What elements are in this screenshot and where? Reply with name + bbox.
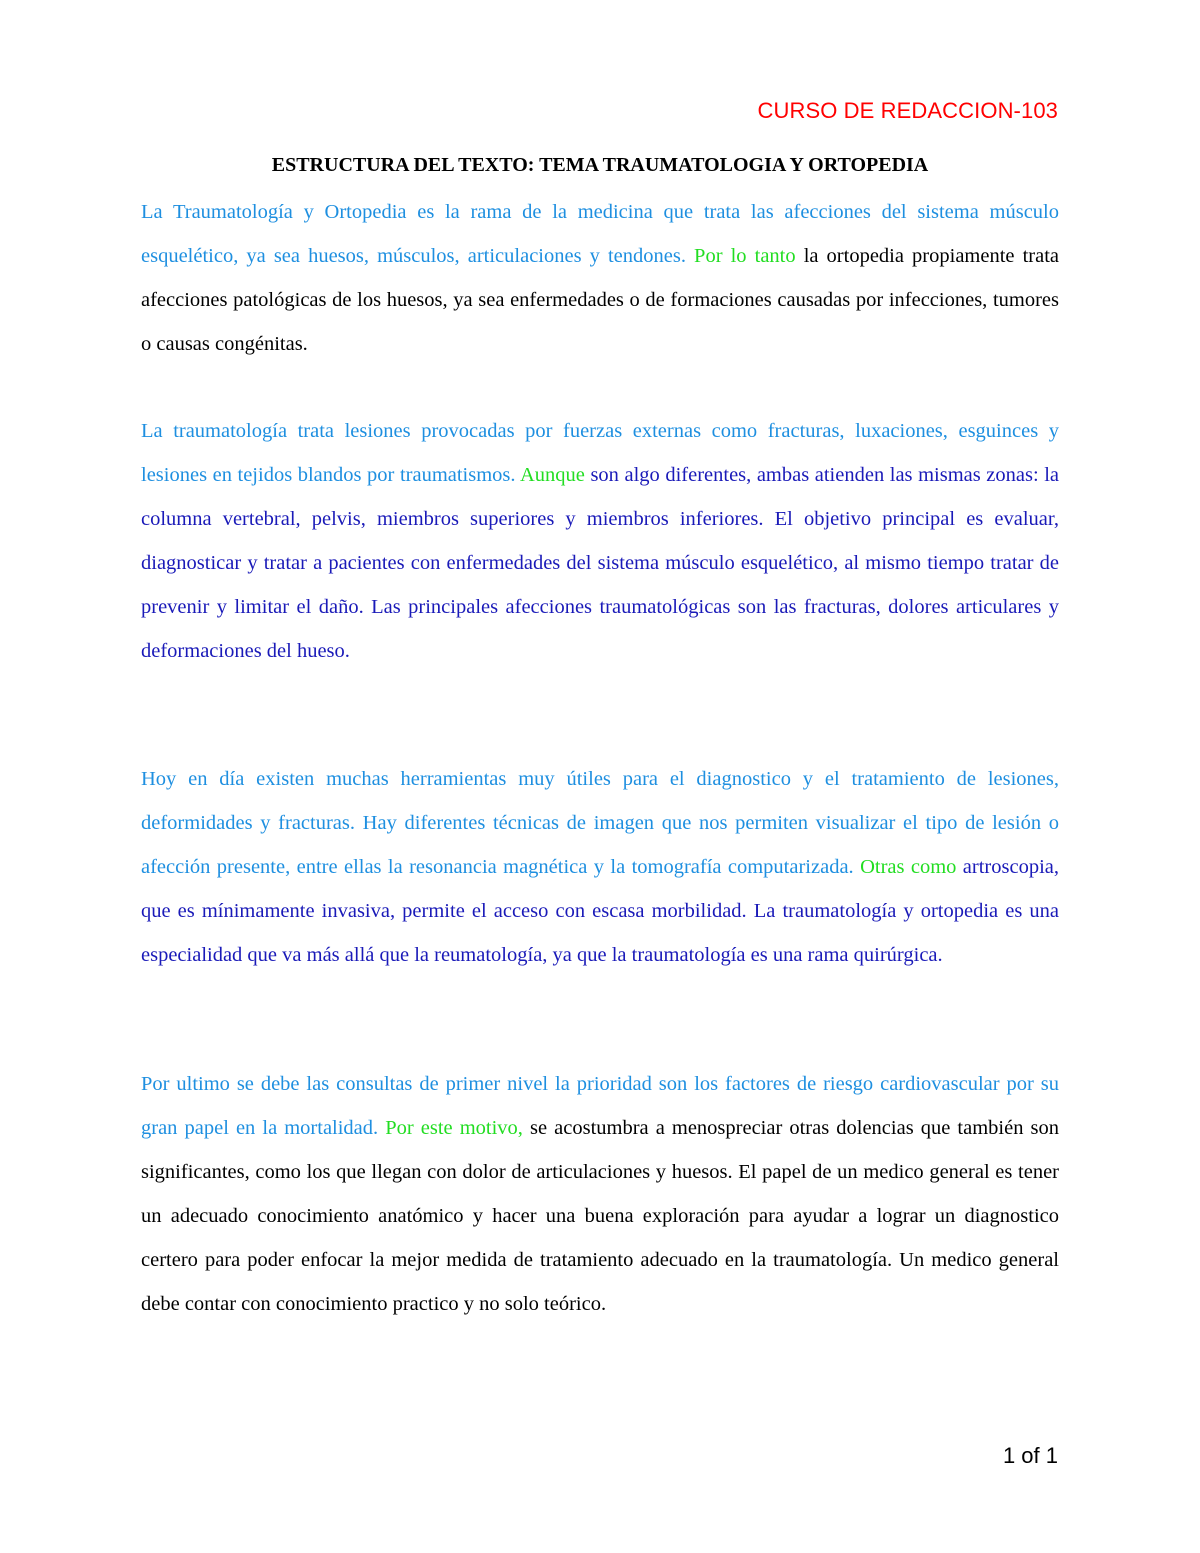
course-header: CURSO DE REDACCION-103 [757, 98, 1058, 123]
paragraph-3-body: artroscopia, que es mínimamente invasiva, permite el acceso con escasa morbilidad. La traumatología y ortopedia es una especialidad que va más allá que la reumatología, ya que la traumatología es una rama quirúrgica. [141, 856, 1059, 966]
paragraph-1 [141, 190, 1059, 366]
paragraph-4-intro: Por ultimo se debe las consultas de primer nivel la prioridad son los factores de riesgo cardiovascular por su gran papel en la mortalidad. [141, 1073, 1059, 1139]
paragraph-3-intro: Hoy en día existen muchas herramientas muy útiles para el diagnostico y el tratamiento de lesiones, deformidades y fracturas. Hay diferentes técnicas de imagen que nos permiten visualizar el tipo de lesión o afección presente, entre ellas la resonancia magnética y la tomografía computarizada. [141, 768, 1059, 878]
paragraph-2-body: son algo diferentes, ambas atienden las mismas zonas: la columna vertebral, pelvis, miembros superiores y miembros inferiores. El objetivo principal es evaluar, diagnosticar y tratar a pacientes con enfermedades del sistema músculo esquelético, al mismo tiempo tratar de prevenir y limitar el daño. Las principales afecciones traumatológicas son las fracturas, dolores articulares y deformaciones del hueso. [141, 464, 1060, 662]
page-number: 1 of 1 [1002, 1443, 1058, 1468]
document-title: ESTRUCTURA DEL TEXTO: TEMA TRAUMATOLOGIA Y ORTOPEDIA [271, 154, 929, 176]
paragraph-1-body: la ortopedia propiamente trata afecciones patológicas de los huesos, ya sea enfermedades o de formaciones causadas por infecciones, tumores o causas congénitas. [141, 245, 1059, 355]
paragraph-3-connector: Otras como [860, 856, 963, 878]
paragraph-2-intro: La traumatología trata lesiones provocadas por fuerzas externas como fracturas, luxaciones, esguinces y lesiones en tejidos blandos por traumatismos. [141, 420, 1059, 486]
paragraph-1-connector: Por lo tanto [694, 245, 804, 267]
paragraph-2-connector: Aunque [519, 464, 591, 486]
paragraph-2 [141, 409, 1059, 673]
paragraph-4 [141, 1062, 1059, 1326]
paragraph-4-connector: Por este motivo, [385, 1117, 530, 1139]
paragraph-3 [141, 757, 1059, 977]
paragraph-1-intro: La Traumatología y Ortopedia es la rama de la medicina que trata las afecciones del sistema músculo esquelético, ya sea huesos, músculos, articulaciones y tendones. [141, 201, 1059, 267]
paragraph-4-body: se acostumbra a menospreciar otras dolencias que también son significantes, como los que llegan con dolor de articulaciones y huesos. El papel de un medico general es tener un adecuado conocimiento anatómico y hacer una buena exploración para ayudar a lograr un diagnostico certero para poder enfocar la mejor medida de tratamiento adecuado en la traumatología. Un medico general debe contar con conocimiento practico y no solo teórico. [141, 1117, 1059, 1315]
